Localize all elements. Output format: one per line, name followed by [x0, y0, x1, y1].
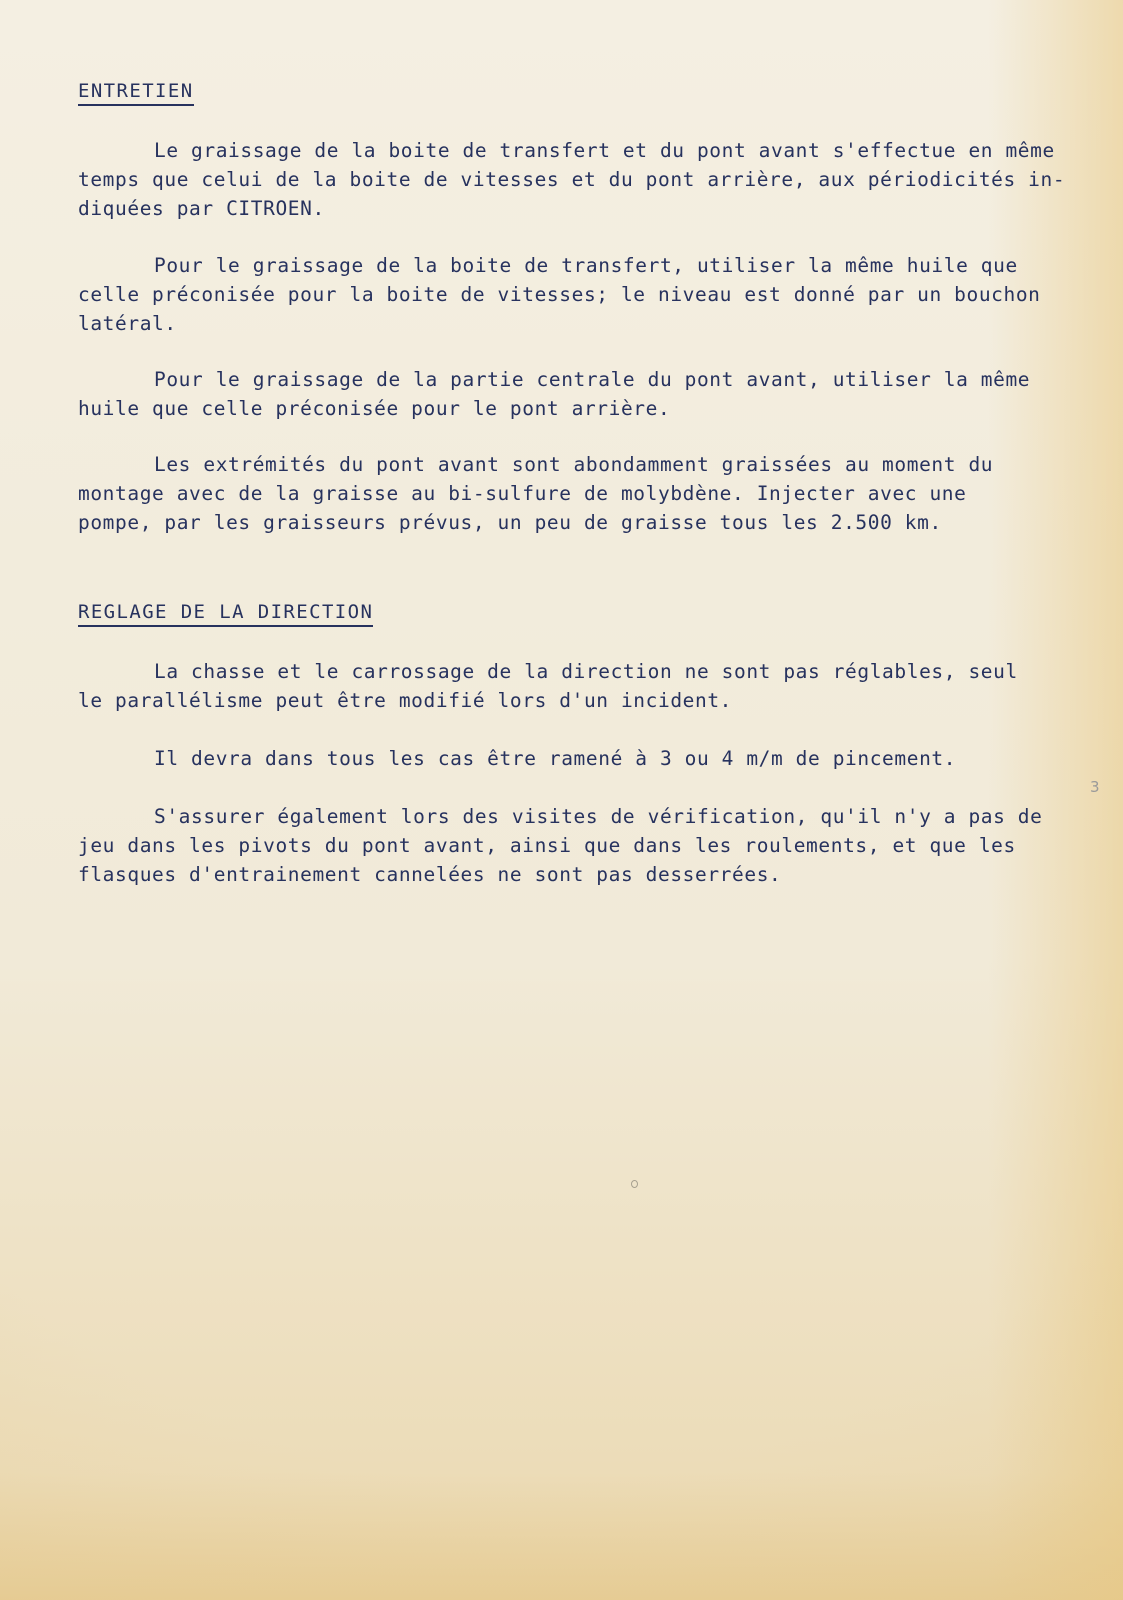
paragraph-line: S'assurer également lors des visites de vérification, qu'il n'y a pas de — [154, 805, 1043, 828]
margin-mark: 3 — [1090, 778, 1100, 796]
paragraph-line: diquées par CITROEN. — [78, 197, 325, 220]
section-heading-reglage-direction — [78, 601, 373, 627]
paragraph-line: flasques d'entrainement cannelées ne sont pas desserrées. — [78, 863, 782, 886]
heading-text: ENTRETIEN — [78, 80, 194, 102]
paragraph-line: Le graissage de la boite de transfert et du pont avant s'effectue en même — [154, 139, 1055, 162]
paragraph-line: La chasse et le carrossage de la direction ne sont pas réglables, seul — [154, 660, 1018, 683]
paragraph-line: Pour le graissage de la boite de transfert, utiliser la même huile que — [154, 254, 1018, 277]
paragraph-line: jeu dans les pivots du pont avant, ainsi que dans les roulements, et que les — [78, 834, 1016, 857]
heading-underline — [78, 625, 373, 627]
paragraph-line: celle préconisée pour la boite de vitesses; le niveau est donné par un bouchon — [78, 283, 1041, 306]
paper-speck-icon — [631, 1180, 638, 1188]
paragraph-line: le parallélisme peut être modifié lors d'un incident. — [78, 689, 733, 712]
heading-text: REGLAGE DE LA DIRECTION — [78, 601, 374, 623]
paragraph-line: montage avec de la graisse au bi-sulfure de molybdène. Injecter avec une — [78, 482, 967, 505]
paragraph-line: Les extrémités du pont avant sont abondamment graissées au moment du — [154, 453, 994, 476]
heading-underline — [78, 104, 194, 106]
paragraph-line: temps que celui de la boite de vitesses et du pont arrière, aux périodicités in- — [78, 168, 1066, 191]
section-heading-entretien — [78, 80, 194, 106]
paragraph-line: pompe, par les graisseurs prévus, un peu de graisse tous les 2.500 km. — [78, 511, 942, 534]
paragraph-line: huile que celle préconisée pour le pont arrière. — [78, 397, 671, 420]
paragraph-line: Pour le graissage de la partie centrale du pont avant, utiliser la même — [154, 368, 1031, 391]
paragraph-line: latéral. — [78, 312, 177, 335]
paragraph-line: Il devra dans tous les cas être ramené à 3 ou 4 m/m de pincement. — [154, 747, 957, 770]
